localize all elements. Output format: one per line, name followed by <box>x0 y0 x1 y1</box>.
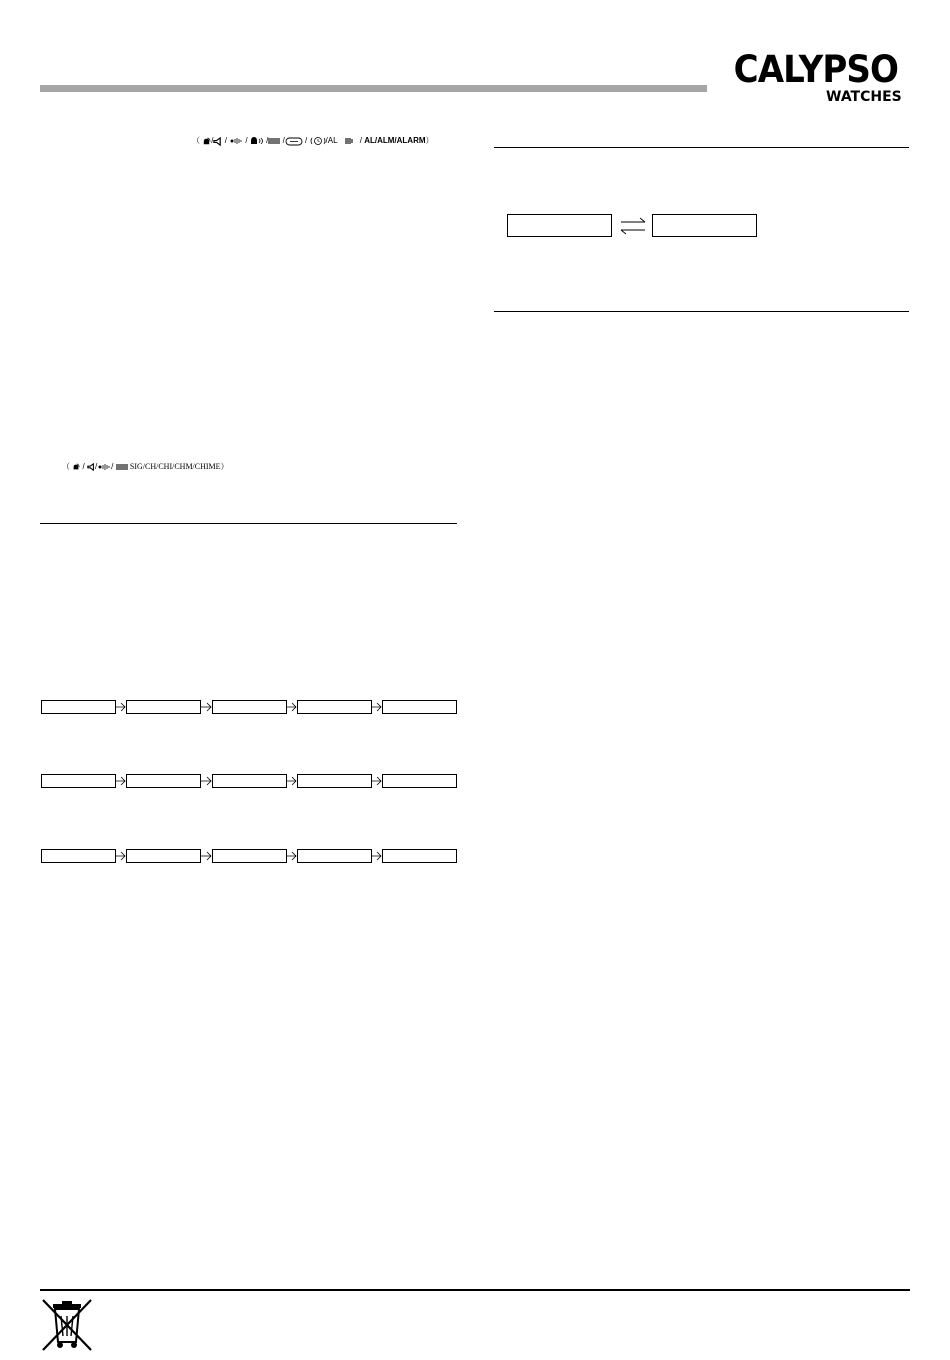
bars-icon <box>268 136 280 145</box>
flow-box <box>297 774 372 788</box>
section-divider-right-top <box>494 147 909 148</box>
alarm-text-variants: AL/ALM/ALARM <box>364 136 426 146</box>
toggle-box-left <box>507 214 612 237</box>
paren-open: （ <box>192 136 200 146</box>
arrow-right-icon <box>372 850 382 862</box>
flow-box <box>126 774 201 788</box>
arrow-right-icon <box>201 775 212 787</box>
flow-box <box>41 774 116 788</box>
flow-box <box>126 849 201 863</box>
arrow-right-icon <box>287 850 297 862</box>
capsule-icon <box>285 136 303 145</box>
flow-box <box>297 849 372 863</box>
flow-box <box>212 849 287 863</box>
wave-icon <box>97 462 111 471</box>
flow-box <box>212 774 287 788</box>
flow-box <box>41 849 116 863</box>
bars-icon <box>345 136 353 145</box>
arrow-right-icon <box>201 701 212 713</box>
bell-icon <box>202 136 211 145</box>
arrow-right-icon <box>116 701 126 713</box>
arrow-right-icon <box>201 850 212 862</box>
bars-icon <box>116 462 128 471</box>
al-label: AL <box>327 136 338 146</box>
footer-rule <box>40 1289 910 1291</box>
recycle-bin-crossed-icon <box>39 1298 95 1352</box>
ringing-bell-icon <box>250 136 264 145</box>
flow-box <box>382 849 457 863</box>
arrow-right-icon <box>372 775 382 787</box>
flow-box <box>126 700 201 714</box>
arrow-right-icon <box>116 775 126 787</box>
section-divider-left <box>40 523 457 524</box>
alarm-symbols-line: （ / / / / / / /AL / AL/ALM/ALARM） <box>192 136 434 146</box>
flow-box <box>41 700 116 714</box>
speaker-icon <box>213 136 222 145</box>
swap-arrows-icon <box>618 215 648 237</box>
brand-logo-sub: WATCHES <box>826 89 902 105</box>
arrow-right-icon <box>116 850 126 862</box>
flow-box <box>382 774 457 788</box>
chime-text-variants: SIG/CH/CHI/CHM/CHIME <box>129 462 221 471</box>
flow-box <box>212 700 287 714</box>
toggle-box-right <box>652 214 757 237</box>
flow-box <box>297 700 372 714</box>
bell-icon <box>72 462 80 471</box>
wave-icon <box>229 136 243 145</box>
arrow-right-icon <box>372 701 382 713</box>
flow-box <box>382 700 457 714</box>
speaker-icon <box>87 462 95 471</box>
brand-logo: CALYPSO <box>733 48 898 91</box>
alarm-clock-icon <box>310 136 326 145</box>
arrow-right-icon <box>287 775 297 787</box>
chime-symbols-line: （ / / / SIG/CH/CHI/CHM/CHIME） <box>62 462 229 471</box>
section-divider-right-mid <box>494 311 909 312</box>
arrow-right-icon <box>287 701 297 713</box>
header-bar <box>40 85 707 92</box>
